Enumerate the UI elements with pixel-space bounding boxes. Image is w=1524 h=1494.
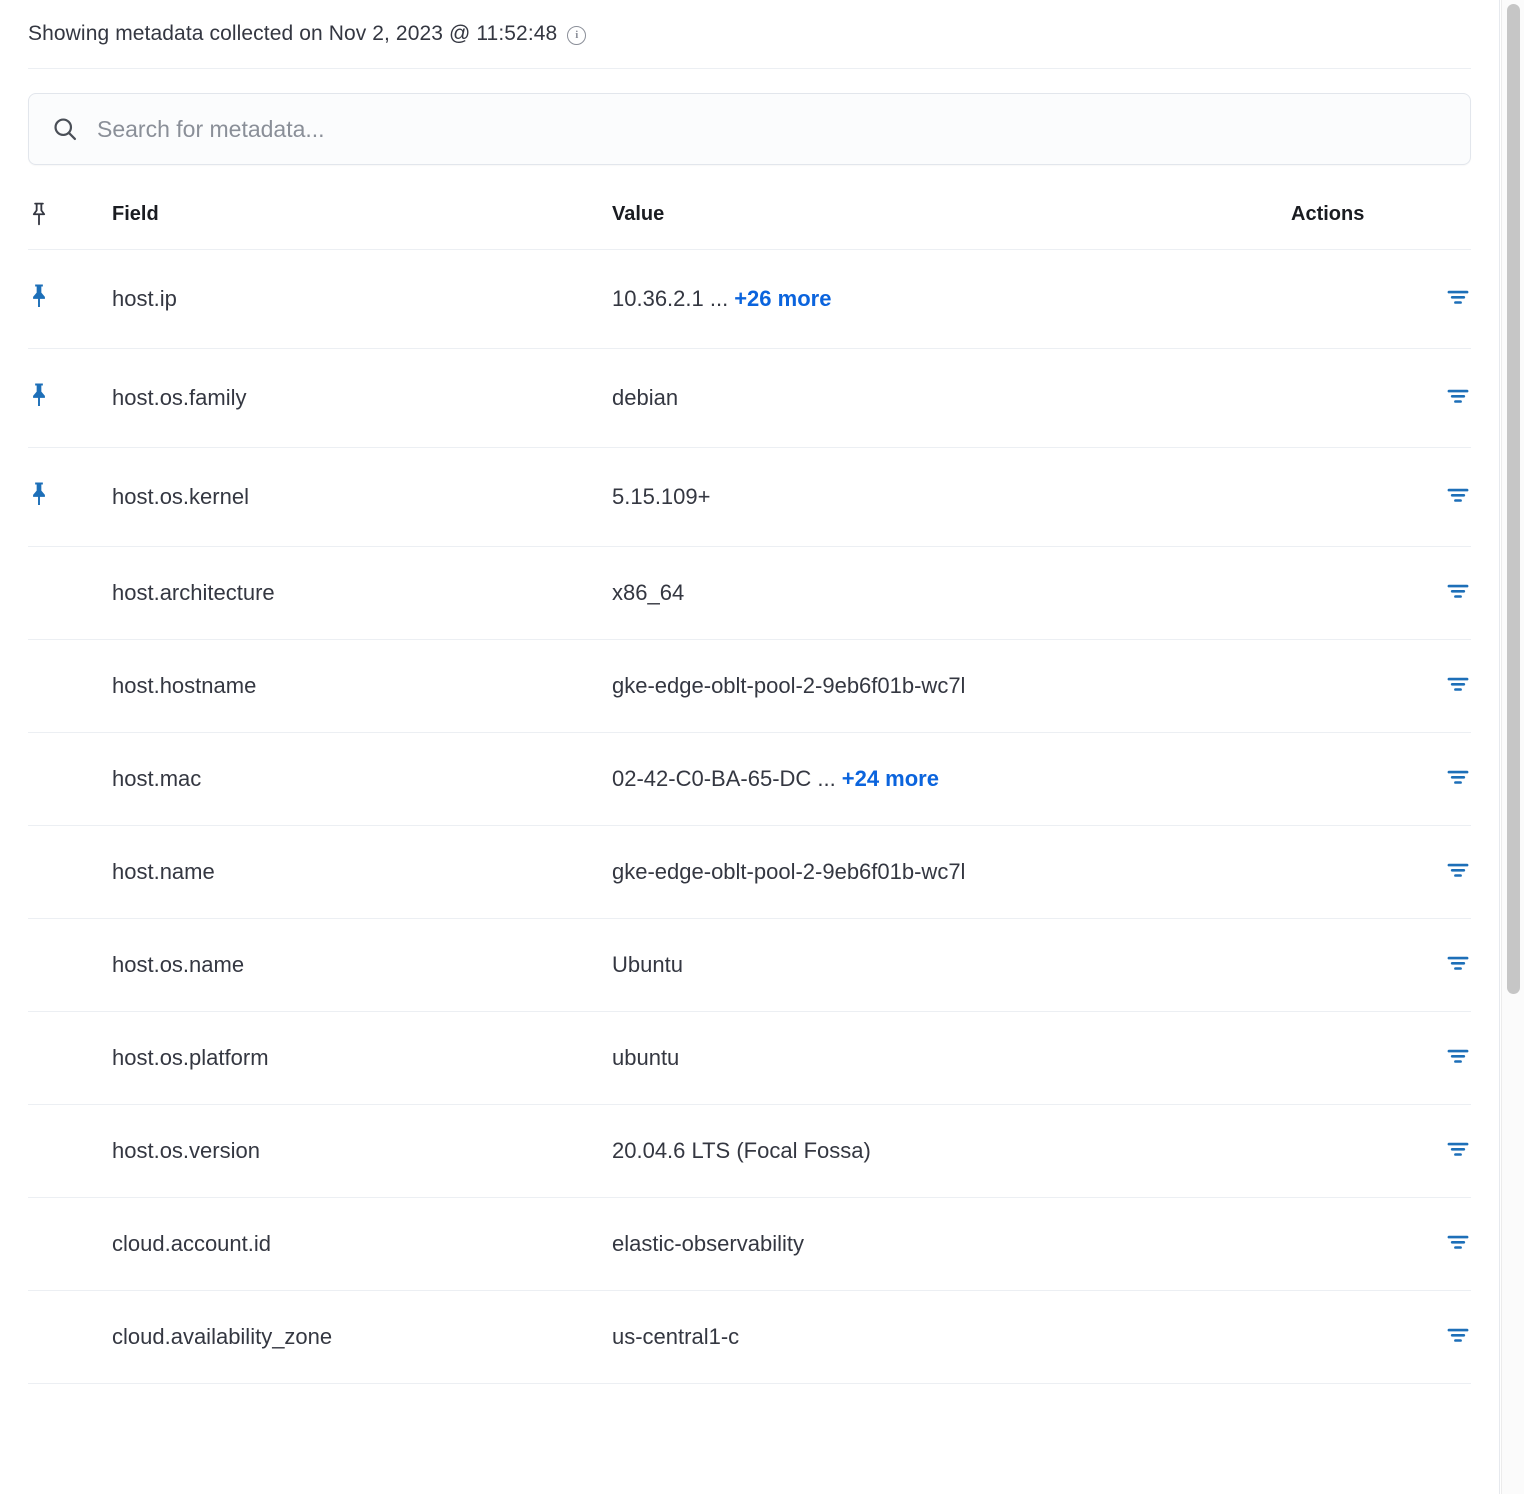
field-value-text: 02-42-C0-BA-65-DC ...: [612, 766, 836, 791]
search-box[interactable]: [28, 93, 1471, 165]
field-value-text: elastic-observability: [612, 1231, 804, 1256]
filter-icon[interactable]: [1445, 285, 1471, 313]
column-header-value: Value: [612, 201, 1291, 250]
show-more-link[interactable]: +26 more: [734, 286, 832, 311]
table-row: [28, 1291, 1471, 1384]
table-row: [28, 1105, 1471, 1198]
info-icon[interactable]: i: [567, 26, 586, 45]
field-value: [612, 448, 1291, 547]
field-value-text: 20.04.6 LTS (Focal Fossa): [612, 1138, 871, 1163]
field-value-text: ubuntu: [612, 1045, 680, 1070]
row-actions: [1291, 448, 1471, 547]
field-value: [612, 547, 1291, 640]
filter-icon[interactable]: [1445, 579, 1471, 607]
row-actions: [1291, 349, 1471, 448]
pin-toggle[interactable]: [28, 250, 112, 349]
scrollbar-thumb[interactable]: [1507, 4, 1520, 994]
field-value: [612, 919, 1291, 1012]
pin-toggle[interactable]: [28, 1105, 112, 1198]
field-name: host.name: [112, 826, 612, 919]
search-section: [28, 93, 1471, 165]
pin-toggle[interactable]: [28, 640, 112, 733]
pin-toggle[interactable]: [28, 826, 112, 919]
pin-toggle[interactable]: [28, 733, 112, 826]
vertical-scrollbar[interactable]: [1501, 0, 1524, 1494]
field-value: [612, 1105, 1291, 1198]
filter-icon[interactable]: [1445, 384, 1471, 412]
search-icon: [51, 115, 79, 143]
field-name: host.os.platform: [112, 1012, 612, 1105]
filter-icon[interactable]: [1445, 1323, 1471, 1351]
row-actions: [1291, 1012, 1471, 1105]
field-value: [612, 250, 1291, 349]
row-actions: [1291, 547, 1471, 640]
field-value: [612, 826, 1291, 919]
table-header-row: [28, 201, 1471, 250]
row-actions: [1291, 826, 1471, 919]
field-value-text: x86_64: [612, 580, 685, 605]
field-name: cloud.account.id: [112, 1198, 612, 1291]
row-actions: [1291, 733, 1471, 826]
filter-icon[interactable]: [1445, 951, 1471, 979]
table-row: [28, 250, 1471, 349]
pin-filled-icon[interactable]: [28, 381, 50, 409]
filter-icon[interactable]: [1445, 672, 1471, 700]
table-row: [28, 733, 1471, 826]
field-value: [612, 1198, 1291, 1291]
table-row: [28, 1012, 1471, 1105]
pin-toggle[interactable]: [28, 349, 112, 448]
filter-icon[interactable]: [1445, 483, 1471, 511]
field-name: host.os.name: [112, 919, 612, 1012]
field-value-text: gke-edge-oblt-pool-2-9eb6f01b-wc7l: [612, 859, 966, 884]
field-value: [612, 640, 1291, 733]
field-name: host.ip: [112, 250, 612, 349]
pin-toggle[interactable]: [28, 1291, 112, 1384]
table-row: [28, 1198, 1471, 1291]
row-actions: [1291, 1291, 1471, 1384]
column-header-field: Field: [112, 201, 612, 250]
field-value: [612, 349, 1291, 448]
table-row: [28, 919, 1471, 1012]
table-row: [28, 826, 1471, 919]
field-value-text: Ubuntu: [612, 952, 683, 977]
pin-toggle[interactable]: [28, 1012, 112, 1105]
field-value: [612, 1012, 1291, 1105]
pin-toggle[interactable]: [28, 547, 112, 640]
metadata-table: [28, 201, 1471, 1384]
field-value-text: gke-edge-oblt-pool-2-9eb6f01b-wc7l: [612, 673, 966, 698]
row-actions: [1291, 1198, 1471, 1291]
column-header-actions: Actions: [1291, 201, 1471, 250]
filter-icon[interactable]: [1445, 1230, 1471, 1258]
row-actions: [1291, 640, 1471, 733]
filter-icon[interactable]: [1445, 858, 1471, 886]
pin-toggle[interactable]: [28, 1198, 112, 1291]
field-name: host.os.version: [112, 1105, 612, 1198]
table-row: [28, 547, 1471, 640]
row-actions: [1291, 919, 1471, 1012]
pin-icon: [28, 201, 50, 227]
search-input[interactable]: [95, 115, 1448, 144]
table-body: [28, 250, 1471, 1384]
field-value: [612, 733, 1291, 826]
metadata-collected-text: Showing metadata collected on Nov 2, 2023 @ 11:52:48: [28, 22, 558, 45]
row-actions: [1291, 250, 1471, 349]
field-name: host.architecture: [112, 547, 612, 640]
field-value-text: 10.36.2.1 ...: [612, 286, 729, 311]
field-name: host.mac: [112, 733, 612, 826]
pin-filled-icon[interactable]: [28, 480, 50, 508]
table-row: [28, 640, 1471, 733]
pin-toggle[interactable]: [28, 919, 112, 1012]
column-header-pin: [28, 201, 112, 250]
metadata-collected-notice: [28, 0, 1471, 69]
field-value-text: debian: [612, 385, 679, 410]
filter-icon[interactable]: [1445, 1137, 1471, 1165]
table-row: [28, 448, 1471, 547]
field-name: host.os.kernel: [112, 448, 612, 547]
table-row: [28, 349, 1471, 448]
show-more-link[interactable]: +24 more: [841, 766, 939, 791]
field-value-text: 5.15.109+: [612, 484, 711, 509]
pin-toggle[interactable]: [28, 448, 112, 547]
field-value-text: us-central1-c: [612, 1324, 740, 1349]
filter-icon[interactable]: [1445, 1044, 1471, 1072]
filter-icon[interactable]: [1445, 765, 1471, 793]
field-name: host.os.family: [112, 349, 612, 448]
field-value: [612, 1291, 1291, 1384]
row-actions: [1291, 1105, 1471, 1198]
field-name: cloud.availability_zone: [112, 1291, 612, 1384]
pin-filled-icon[interactable]: [28, 282, 50, 310]
field-name: host.hostname: [112, 640, 612, 733]
